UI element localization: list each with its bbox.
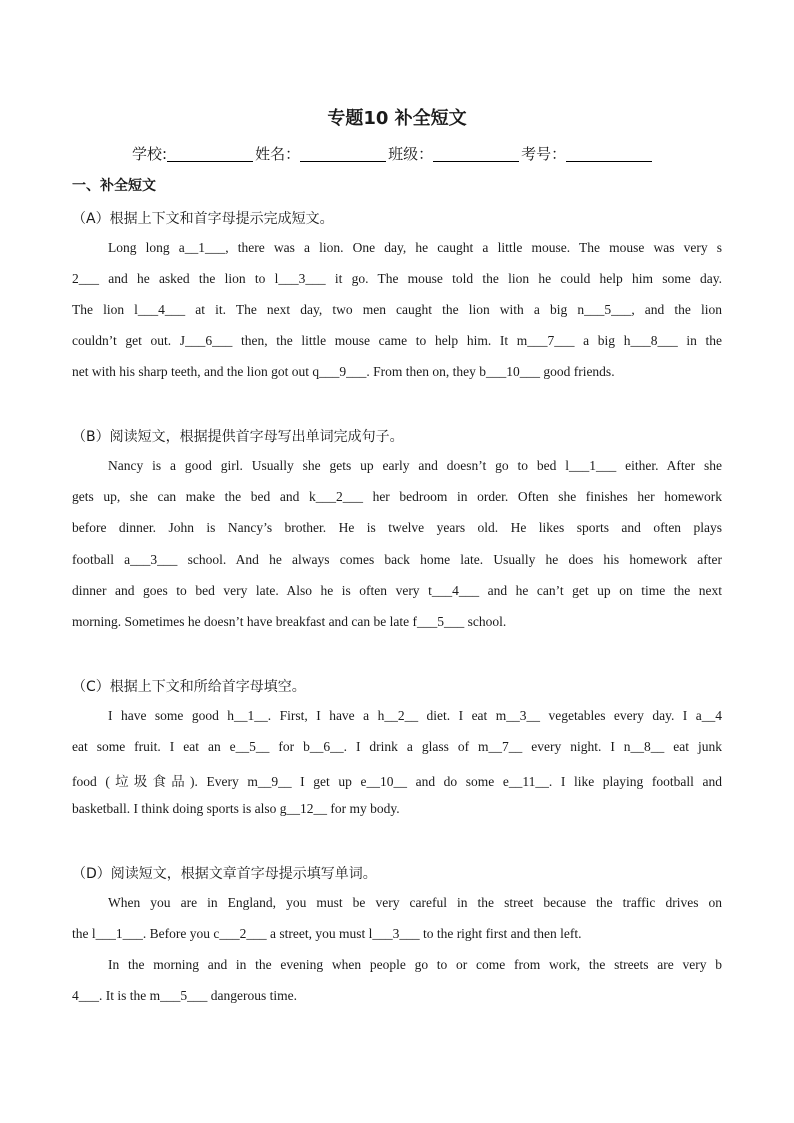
part-c-line: food (垃圾食品). Every m__9__ I get up e__10__ and do some e__11__. I like playing football and [72, 774, 722, 789]
part-a-line: 2___ and he asked the lion to l___3___ it go. The mouse told the lion he could help him some day. [72, 271, 722, 286]
part-d-line: In the morning and in the evening when people go to or come from work, the streets are very b [108, 957, 722, 972]
school-label: 学校: [132, 145, 168, 163]
part-b-line: gets up, she can make the bed and k___2___ her bedroom in order. Often she finishes her homework [72, 489, 722, 504]
part-b-line: before dinner. John is Nancy’s brother. He is twelve years old. He likes sports and often plays [72, 520, 722, 535]
section-heading: 一、补全短文 [72, 178, 156, 194]
part-a-heading: （A）根据上下文和首字母提示完成短文。 [72, 211, 334, 227]
part-a-line: couldn’t get out. J___6___ then, the little mouse came to help him. It m___7___ a big h___8___ in the [72, 333, 722, 348]
part-c-line: basketball. I think doing sports is also g__12__ for my body. [72, 801, 400, 816]
page-title: 专题10 补全短文 [327, 108, 467, 129]
part-c-line: I have some good h__1__. First, I have a h__2__ diet. I eat m__3__ vegetables every day. I a__4 [108, 708, 722, 723]
class-label: 班级： [388, 145, 434, 163]
name-blank[interactable] [300, 146, 386, 162]
part-b-line: Nancy is a good girl. Usually she gets up early and doesn’t go to bed l___1___ either. After she [108, 458, 722, 473]
part-a-line: The lion l___4___ at it. The next day, two men caught the lion with a big n___5___, and the lion [72, 302, 722, 317]
number-label: 考号： [521, 145, 567, 163]
part-b-line: football a___3___ school. And he always comes back home late. Usually he does his homework after [72, 552, 722, 567]
student-info-row [130, 143, 652, 164]
number-blank[interactable] [566, 146, 652, 162]
part-d-line: When you are in England, you must be very careful in the street because the traffic drives on [108, 895, 722, 910]
part-a-line: net with his sharp teeth, and the lion got out q___9___. From then on, they b___10___ good friends. [72, 364, 615, 379]
part-a-line: Long long a__1___, there was a lion. One day, he caught a little mouse. The mouse was very s [108, 240, 722, 255]
school-blank[interactable] [167, 146, 253, 162]
part-d-line: the l___1___. Before you c___2___ a street, you must l___3___ to the right first and then left. [72, 926, 582, 941]
part-d-heading: （D）阅读短文，根据文章首字母提示填写单词。 [72, 866, 377, 882]
name-label: 姓名： [255, 145, 301, 163]
part-b-line: morning. Sometimes he doesn’t have breakfast and can be late f___5___ school. [72, 614, 507, 629]
part-b-line: dinner and goes to bed very late. Also he is often very t___4___ and he can’t get up on time the next [72, 583, 722, 598]
part-b-heading: （B）阅读短文，根据提供首字母写出单词完成句子。 [72, 429, 404, 445]
class-blank[interactable] [433, 146, 519, 162]
part-d-line: 4___. It is the m___5___ dangerous time. [72, 988, 297, 1003]
part-c-heading: （C）根据上下文和所给首字母填空。 [72, 679, 306, 695]
part-c-line: eat some fruit. I eat an e__5__ for b__6__. I drink a glass of m__7__ every night. I n__8__ eat junk [72, 739, 722, 754]
